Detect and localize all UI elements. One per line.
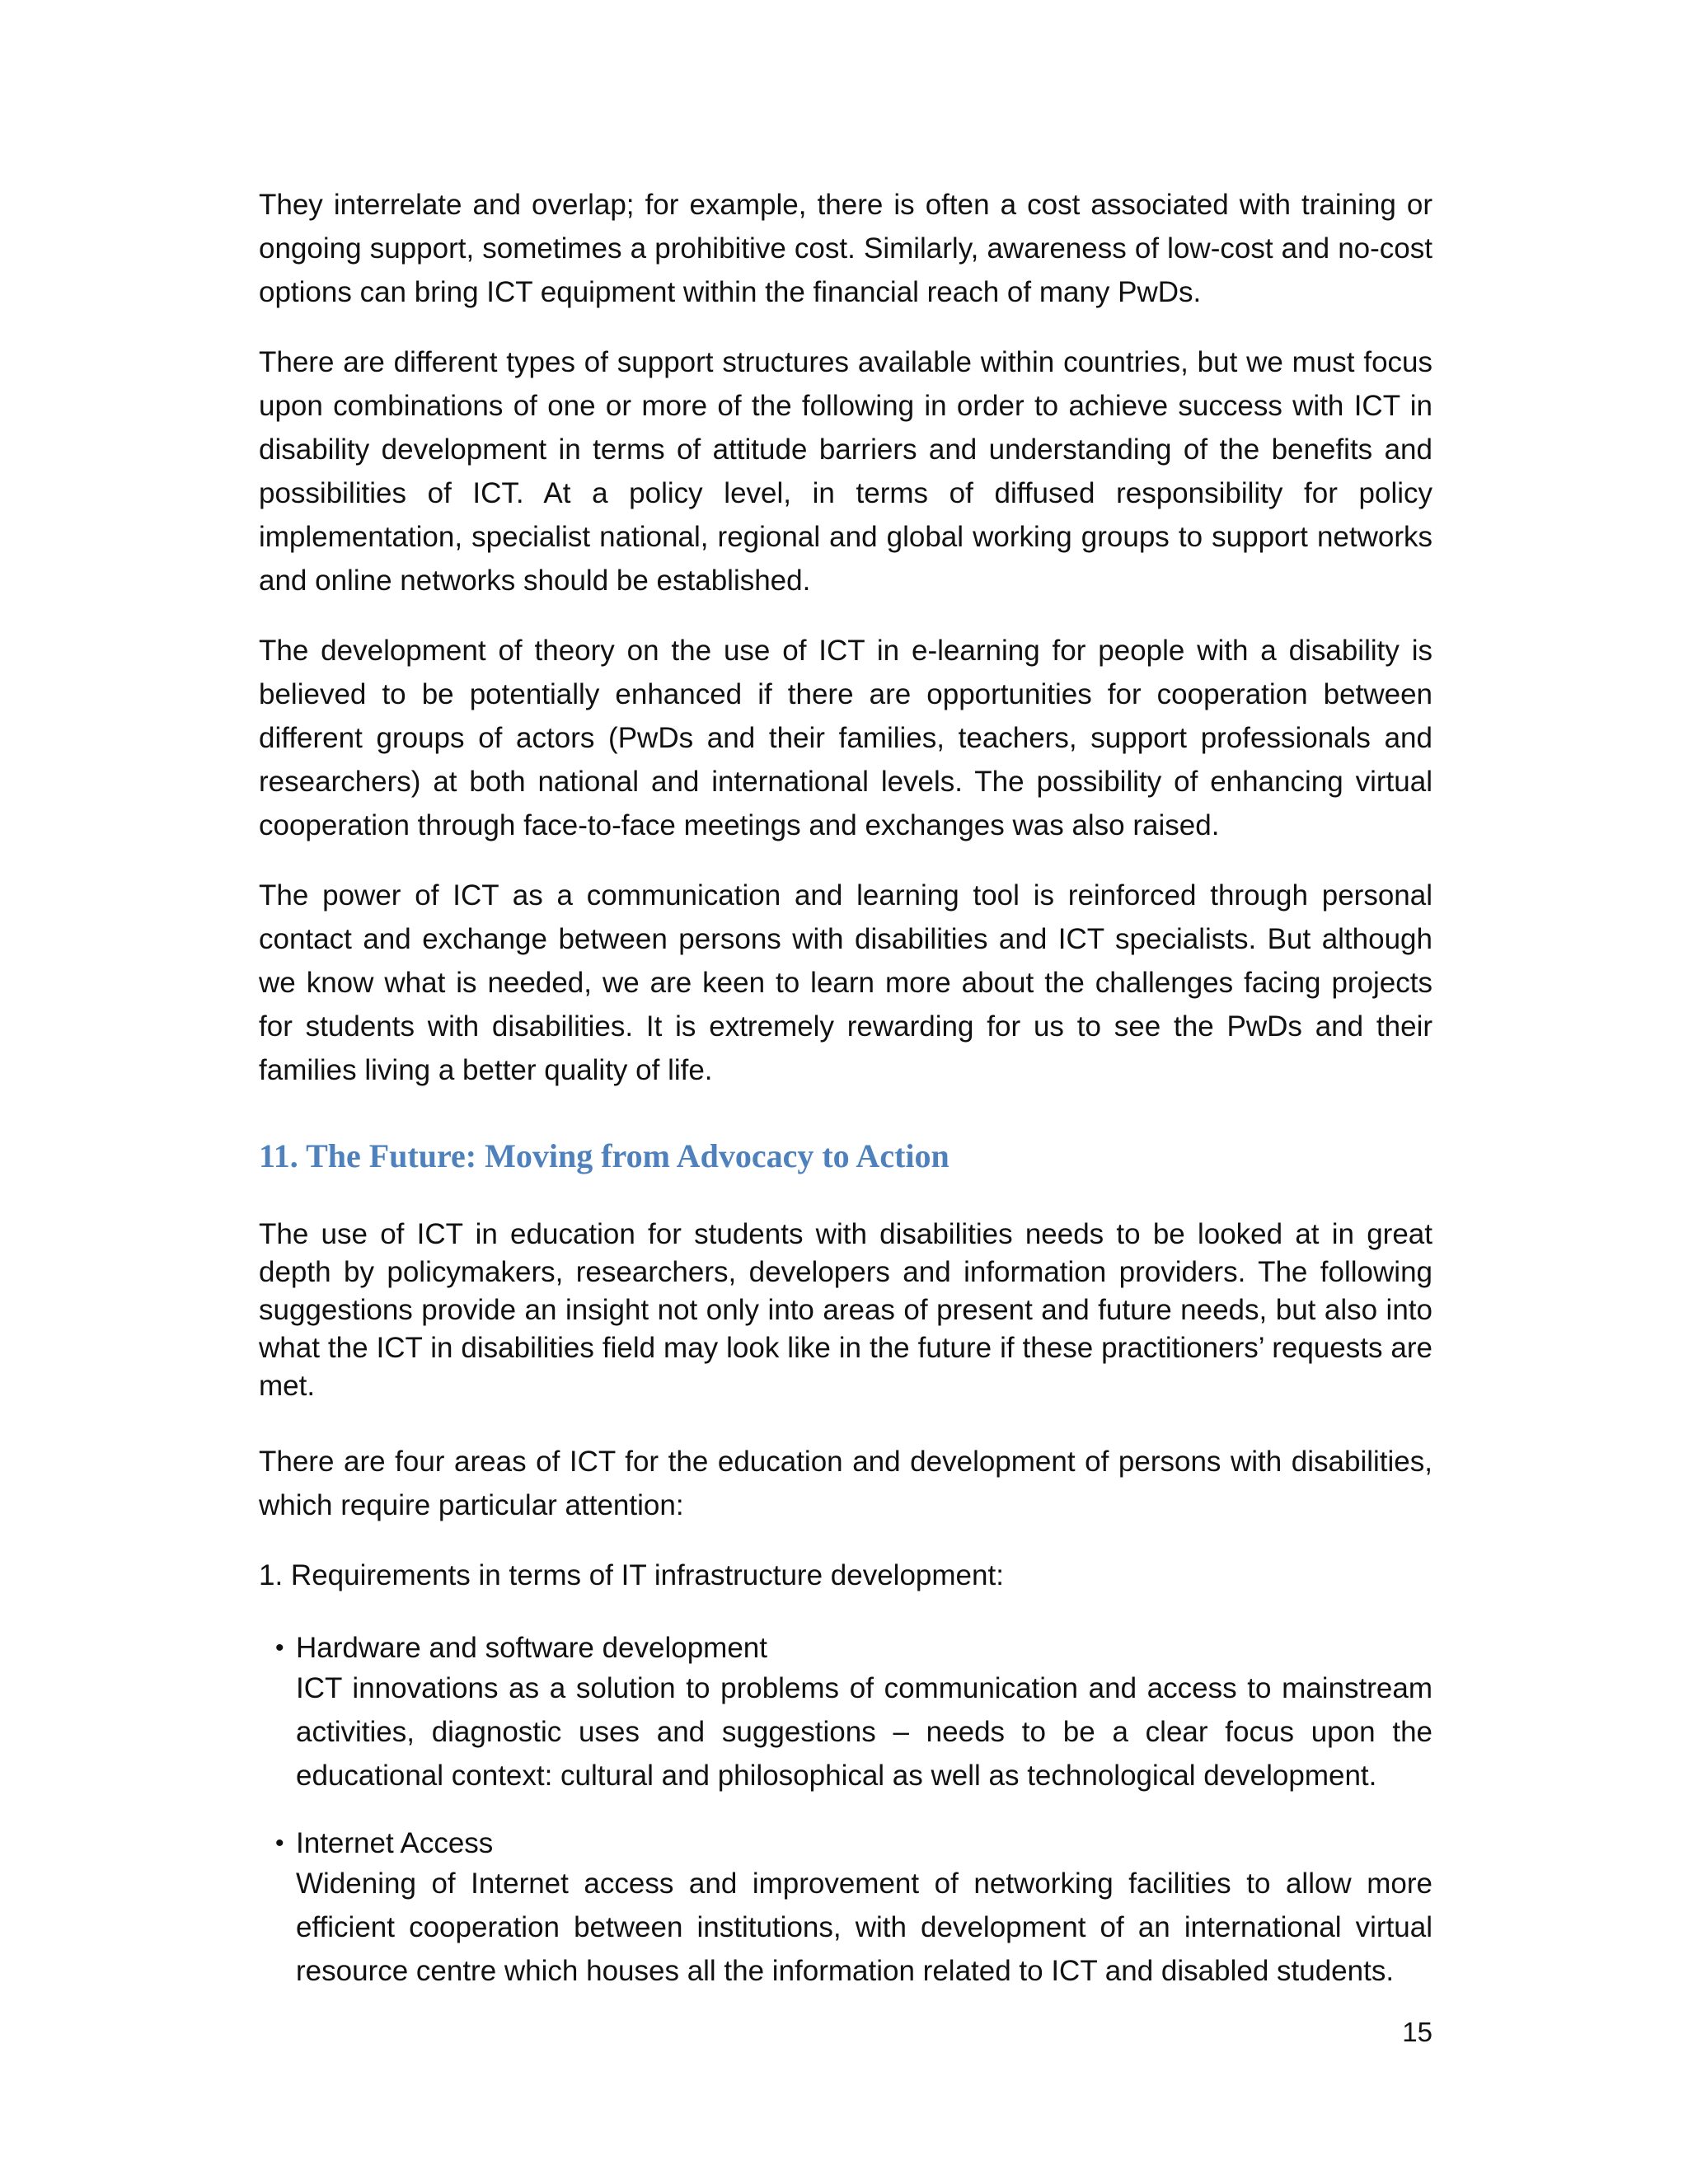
body-paragraph: The power of ICT as a communication and learning tool is reinforced through personal contact and exchange between persons with disabilities and ICT specialists. But although we know what is needed, we are keen to learn more about the challenges facing projects for students with disabilities. It is extremely rewarding for us to see the PwDs and their families living a better quality of life.	[259, 879, 1432, 1086]
bullet-title: Internet Access	[296, 1827, 494, 1859]
bullet-marker: •	[275, 1830, 284, 1857]
bullet-item	[275, 1825, 1432, 1993]
bullet-description: ICT innovations as a solution to problems of communication and access to mainstream activities, diagnostic uses and suggestions – needs to be a clear focus upon the educational context: cultural and philosophical as well as technological development.	[296, 1672, 1432, 1792]
bullet-item	[275, 1630, 1432, 1797]
bullet-description: Widening of Internet access and improvement of networking facilities to allow more efficient cooperation between institutions, with development of an international virtual resource centre which houses all the information related to ICT and disabled students.	[296, 1868, 1432, 1987]
body-paragraph: There are four areas of ICT for the education and development of persons with disabilities, which require particular attention:	[259, 1446, 1432, 1521]
body-paragraph: There are different types of support structures available within countries, but we must focus upon combinations of one or more of the following in order to achieve success with ICT in disability development in terms of attitude barriers and understanding of the benefits and possibilities of ICT. At a policy level, in terms of diffused responsibility for policy implementation, specialist national, regional and global working groups to support networks and online networks should be established.	[259, 346, 1432, 597]
page-content	[259, 183, 1432, 1993]
numbered-item: 1. Requirements in terms of IT infrastructure development:	[259, 1559, 1004, 1591]
section-heading: 11. The Future: Moving from Advocacy to Action	[259, 1137, 950, 1174]
page-number: 15	[1402, 2017, 1432, 2047]
bullet-heading	[275, 1630, 1432, 1666]
body-paragraph: They interrelate and overlap; for example, there is often a cost associated with training or ongoing support, sometimes a prohibitive cost. Similarly, awareness of low-cost and no-cost options can bring ICT equipment within the financial reach of many PwDs.	[259, 189, 1432, 308]
bullet-heading	[275, 1825, 1432, 1862]
bullet-title: Hardware and software development	[296, 1632, 767, 1664]
bullet-marker: •	[275, 1634, 284, 1661]
body-paragraph: The development of theory on the use of ICT in e-learning for people with a disability is believed to be potentially enhanced if there are opportunities for cooperation between different groups of actors (PwDs and their families, teachers, support professionals and researchers) at both national and international levels. The possibility of enhancing virtual cooperation through face-to-face meetings and exchanges was also raised.	[259, 635, 1432, 841]
body-paragraph: The use of ICT in education for students with disabilities needs to be looked at in great depth by policymakers, researchers, developers and information providers. The following suggestions provide an insight not only into areas of present and future needs, but also into what the ICT in disabilities field may look like in the future if these practitioners’ requests are met.	[259, 1218, 1432, 1402]
